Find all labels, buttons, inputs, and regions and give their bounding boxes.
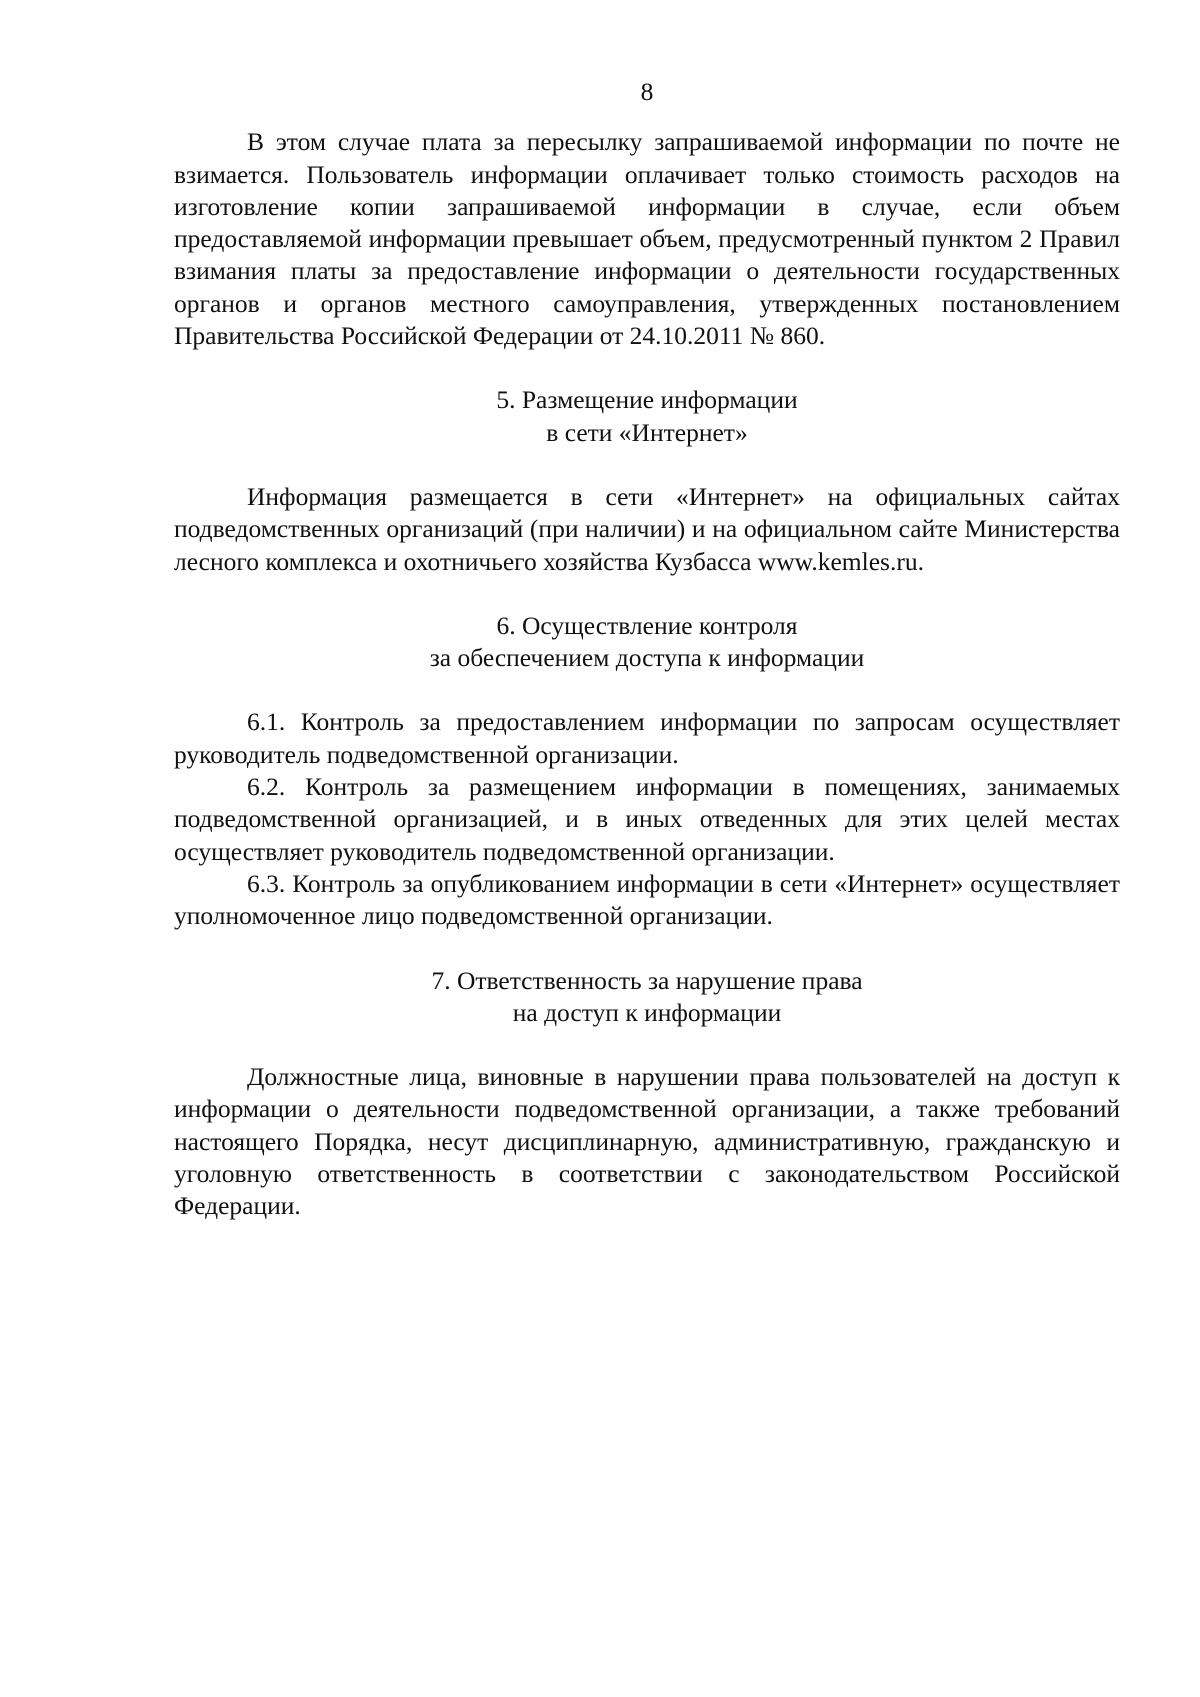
section-6-title-line-2: за обеспечением доступа к информации	[429, 643, 865, 673]
document-page	[174, 76, 1120, 1223]
section-6-heading	[174, 610, 1120, 675]
section-7-title-line-1: 7. Ответственность за нарушение права	[431, 965, 863, 995]
section-5-paragraph: Информация размещается в сети «Интернет» на официальных сайтах подведомственных организаций (при наличии) и на официальном сайте Министерства лесного комплекса и охотничьего хозяйства Кузбасса www.kemles.ru.	[174, 481, 1120, 576]
section-5-heading	[174, 384, 1120, 449]
section-6-title-line-1: 6. Осуществление контроля	[496, 610, 798, 640]
section-5-title-line-1: 5. Размещение информации	[496, 385, 798, 415]
section-6-item-1: 6.1. Контроль за предоставлением информации по запросам осуществляет руководитель подведомственной организации.	[174, 707, 1120, 769]
section-7-heading	[174, 965, 1120, 1030]
section-6-item-2: 6.2. Контроль за размещением информации в помещениях, занимаемых подведомственной организацией, и в иных отведенных для этих целей местах осуществляет руководитель подведомственной организации.	[174, 772, 1120, 866]
intro-paragraph: В этом случае плата за пересылку запрашиваемой информации по почте не взимается. Пользователь информации оплачивает только стоимость расходов на изготовление копии запрашиваемой информации в случае, если объем предоставляемой информации превышает объем, предусмотренный пунктом 2 Правил взимания платы за предоставление информации о деятельности государственных органов и органов местного самоуправления, утвержденных постановлением Правительства Российской Федерации от 24.10.2011 № 860.	[174, 127, 1120, 351]
section-7-title-line-2: на доступ к информации	[512, 997, 782, 1027]
section-6-item-3: 6.3. Контроль за опубликованием информации в сети «Интернет» осуществляет уполномоченное лицо подведомственной организации.	[174, 868, 1120, 931]
section-7-paragraph: Должностные лица, виновные в нарушении права пользователей на доступ к информации о деятельности подведомственной организации, а также требований настоящего Порядка, несут дисциплинарную, административную, гражданскую и уголовную ответственность в соответствии с законодательством Российской Федерации.	[174, 1062, 1120, 1221]
section-5-title-line-2: в сети «Интернет»	[546, 417, 748, 447]
page-number: 8	[640, 77, 654, 106]
